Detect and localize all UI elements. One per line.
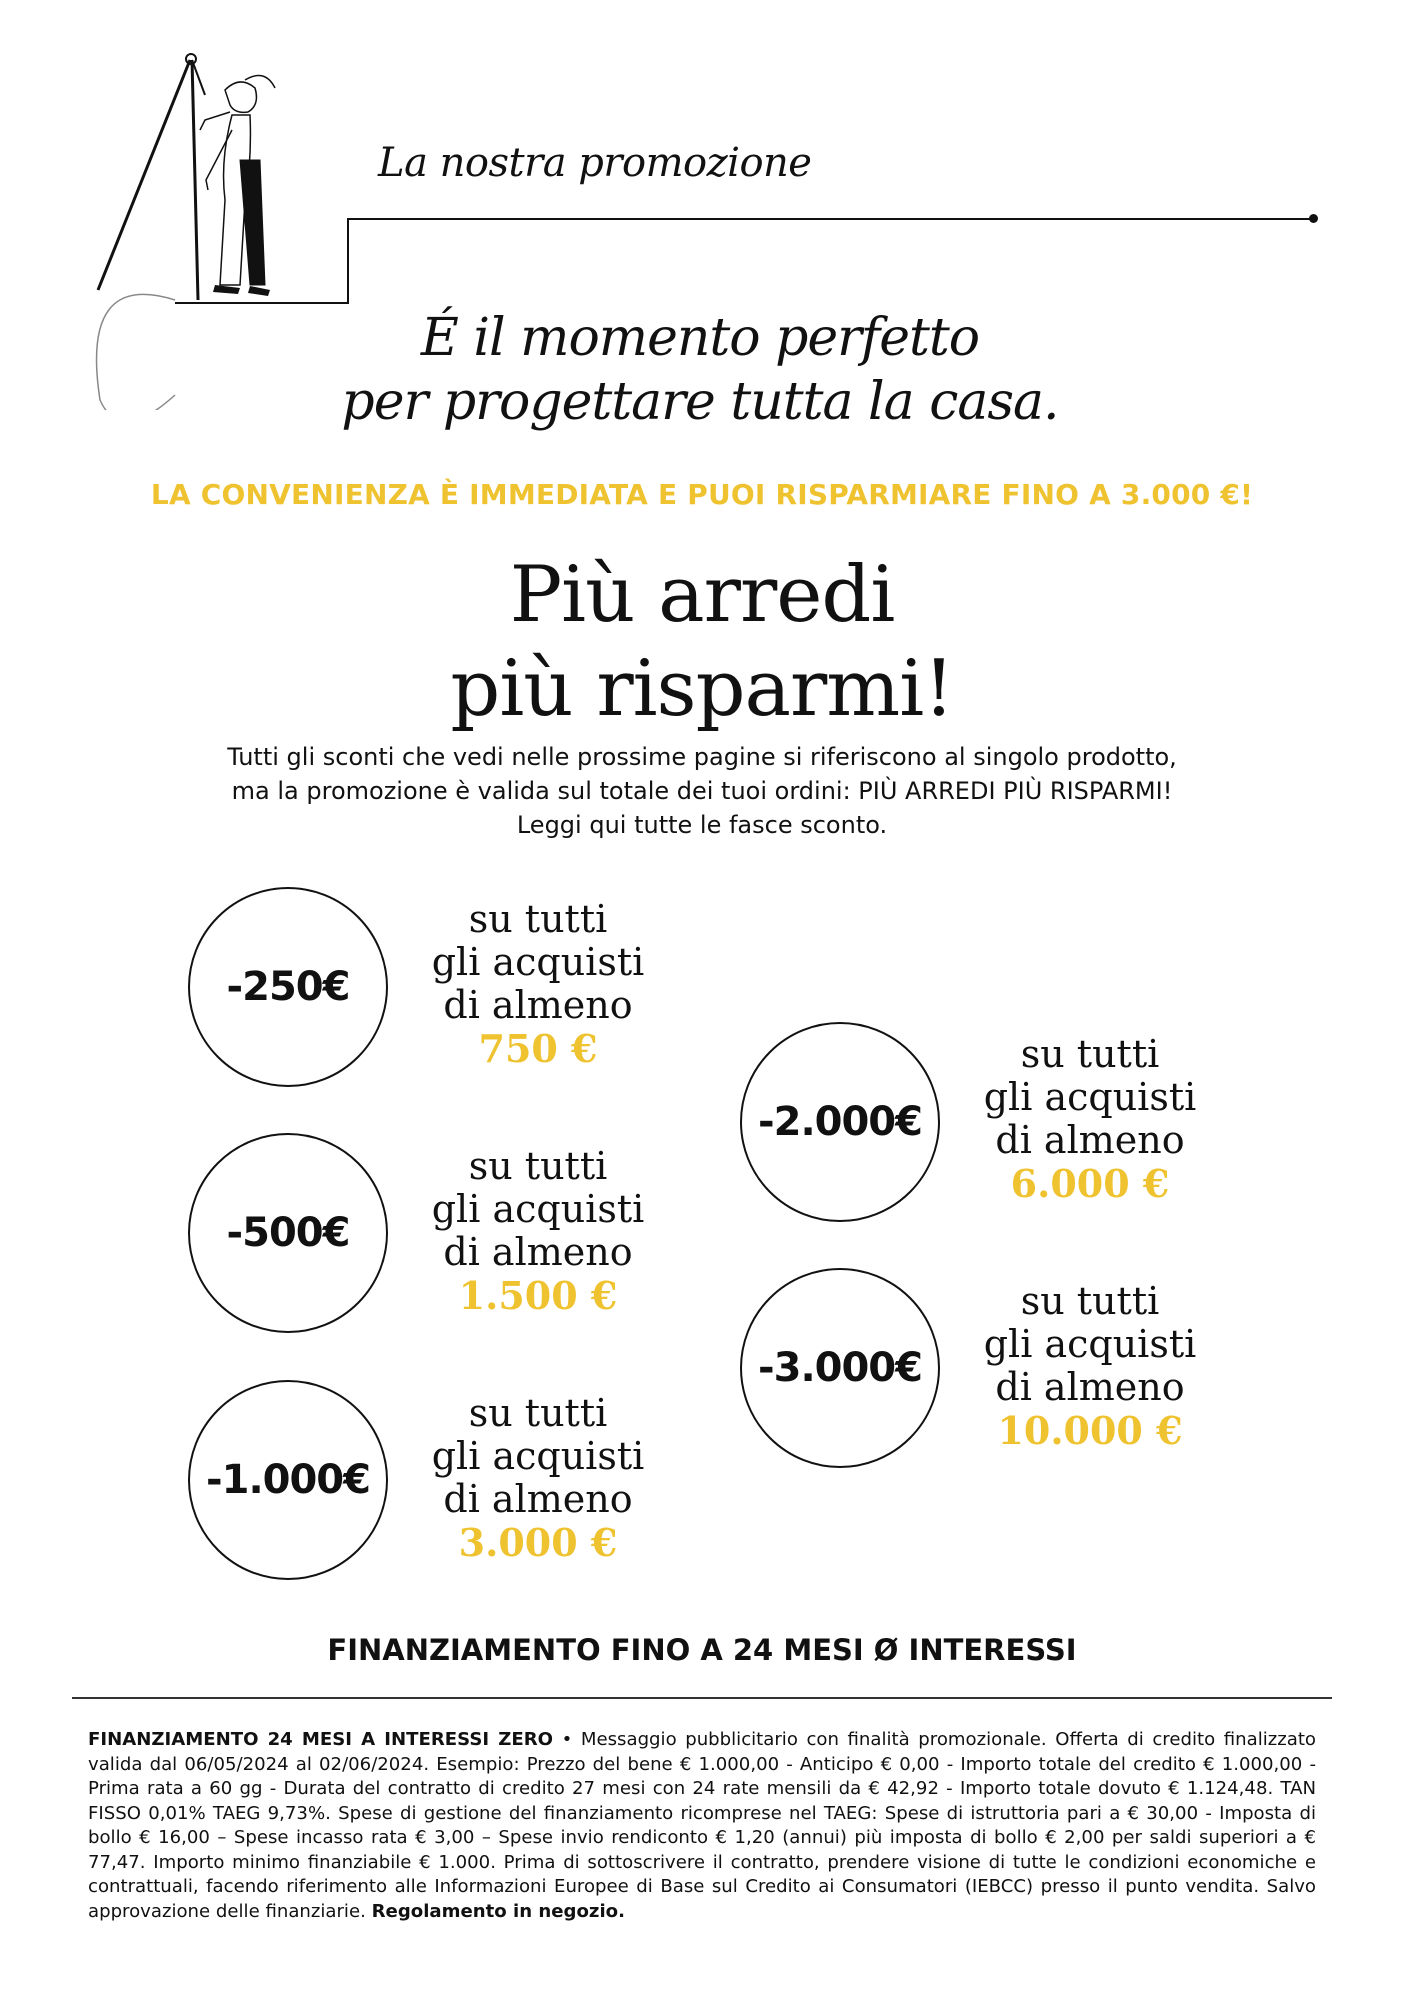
legal-body: • Messaggio pubblicitario con finalità promozionale. Offerta di credito finalizzato valida dal 06/05/2024 al 02/06/2024. Esempio: Prezzo del bene € 1.000,00 - Anticipo € 0,00 - Importo totale del credito € 1.000,00 - Prima rata a 60 gg - Durata del contratto di credito 27 mesi con 24 rate mensili da € 42,92 - Importo totale dovuto € 1.124,48. TAN FISSO 0,01% TAEG 9,73%. Spese di gestione del finanziamento ricomprese nel TAEG: Spese di istruttoria pari a € 30,00 - Imposta di bollo € 16,00 – Spese incasso rata € 3,00 – Spese invio rendiconto € 1,20 (annui) più imposta di bollo € 2,00 per saldi superiori a € 77,47. Importo minimo finanziabile € 1.000. Prima di sottoscrivere il contratto, prendere visione di tutte le condizioni economiche e contrattuali, facendo riferimento alle Informazioni Europee di Base sul Credito ai Consumatori (IEBCC) presso il punto vendita. Salvo approvazione delle finanziarie. <box>88 1729 1316 1922</box>
legal-tail: Regolamento in negozio. <box>371 1900 625 1922</box>
intro-line-1: Tutti gli sconti che vedi nelle prossime pagine si riferiscono al singolo prodotto, <box>227 743 1177 771</box>
header-rule <box>347 218 1315 220</box>
discount-circle-250: -250€ <box>188 887 388 1087</box>
intro-line-3: Leggi qui tutte le fasce sconto. <box>516 811 888 839</box>
tier-condition-3000: su tutti gli acquisti di almeno 10.000 € <box>960 1280 1220 1452</box>
tier-condition-2000: su tutti gli acquisti di almeno 6.000 € <box>960 1033 1220 1205</box>
legal-lead: FINANZIAMENTO 24 MESI A INTERESSI ZERO <box>88 1729 554 1750</box>
discount-circle-2000: -2.000€ <box>740 1022 940 1222</box>
legal-disclaimer <box>88 1728 1316 1924</box>
headline <box>300 306 1100 434</box>
step-rule-vertical <box>347 218 349 304</box>
main-title-line-1: Più arredi <box>509 550 895 640</box>
headline-line-2: per progettare tutta la casa. <box>341 372 1059 432</box>
tier-condition-250: su tutti gli acquisti di almeno 750 € <box>408 898 668 1070</box>
tier-amount: 6.000 € <box>1010 1161 1170 1206</box>
main-title <box>0 548 1404 736</box>
financing-banner: FINANZIAMENTO FINO A 24 MESI Ø INTERESSI <box>327 1633 1077 1667</box>
tier-amount: 10.000 € <box>997 1408 1183 1453</box>
step-rule-horizontal <box>175 302 349 304</box>
tier-amount: 3.000 € <box>458 1520 618 1565</box>
header-rule-dot <box>1309 214 1318 223</box>
headline-line-1: É il momento perfetto <box>420 308 980 368</box>
tier-amount: 1.500 € <box>458 1273 618 1318</box>
tier-amount: 750 € <box>478 1026 598 1071</box>
discount-circle-3000: -3.000€ <box>740 1268 940 1468</box>
savings-highlight: LA CONVENIENZA È IMMEDIATA E PUOI RISPARMIARE FINO A 3.000 €! <box>150 478 1254 511</box>
intro-text <box>0 740 1404 842</box>
main-title-line-2: più risparmi! <box>450 644 954 734</box>
tier-condition-1000: su tutti gli acquisti di almeno 3.000 € <box>408 1392 668 1564</box>
tier-condition-500: su tutti gli acquisti di almeno 1.500 € <box>408 1145 668 1317</box>
compass-arc <box>97 294 175 410</box>
footer-divider <box>72 1697 1332 1699</box>
intro-line-2: ma la promozione è valida sul totale dei tuoi ordini: PIÙ ARREDI PIÙ RISPARMI! <box>231 777 1173 805</box>
discount-circle-1000: -1.000€ <box>188 1380 388 1580</box>
promo-label: La nostra promozione <box>378 140 812 186</box>
discount-circle-500: -500€ <box>188 1133 388 1333</box>
